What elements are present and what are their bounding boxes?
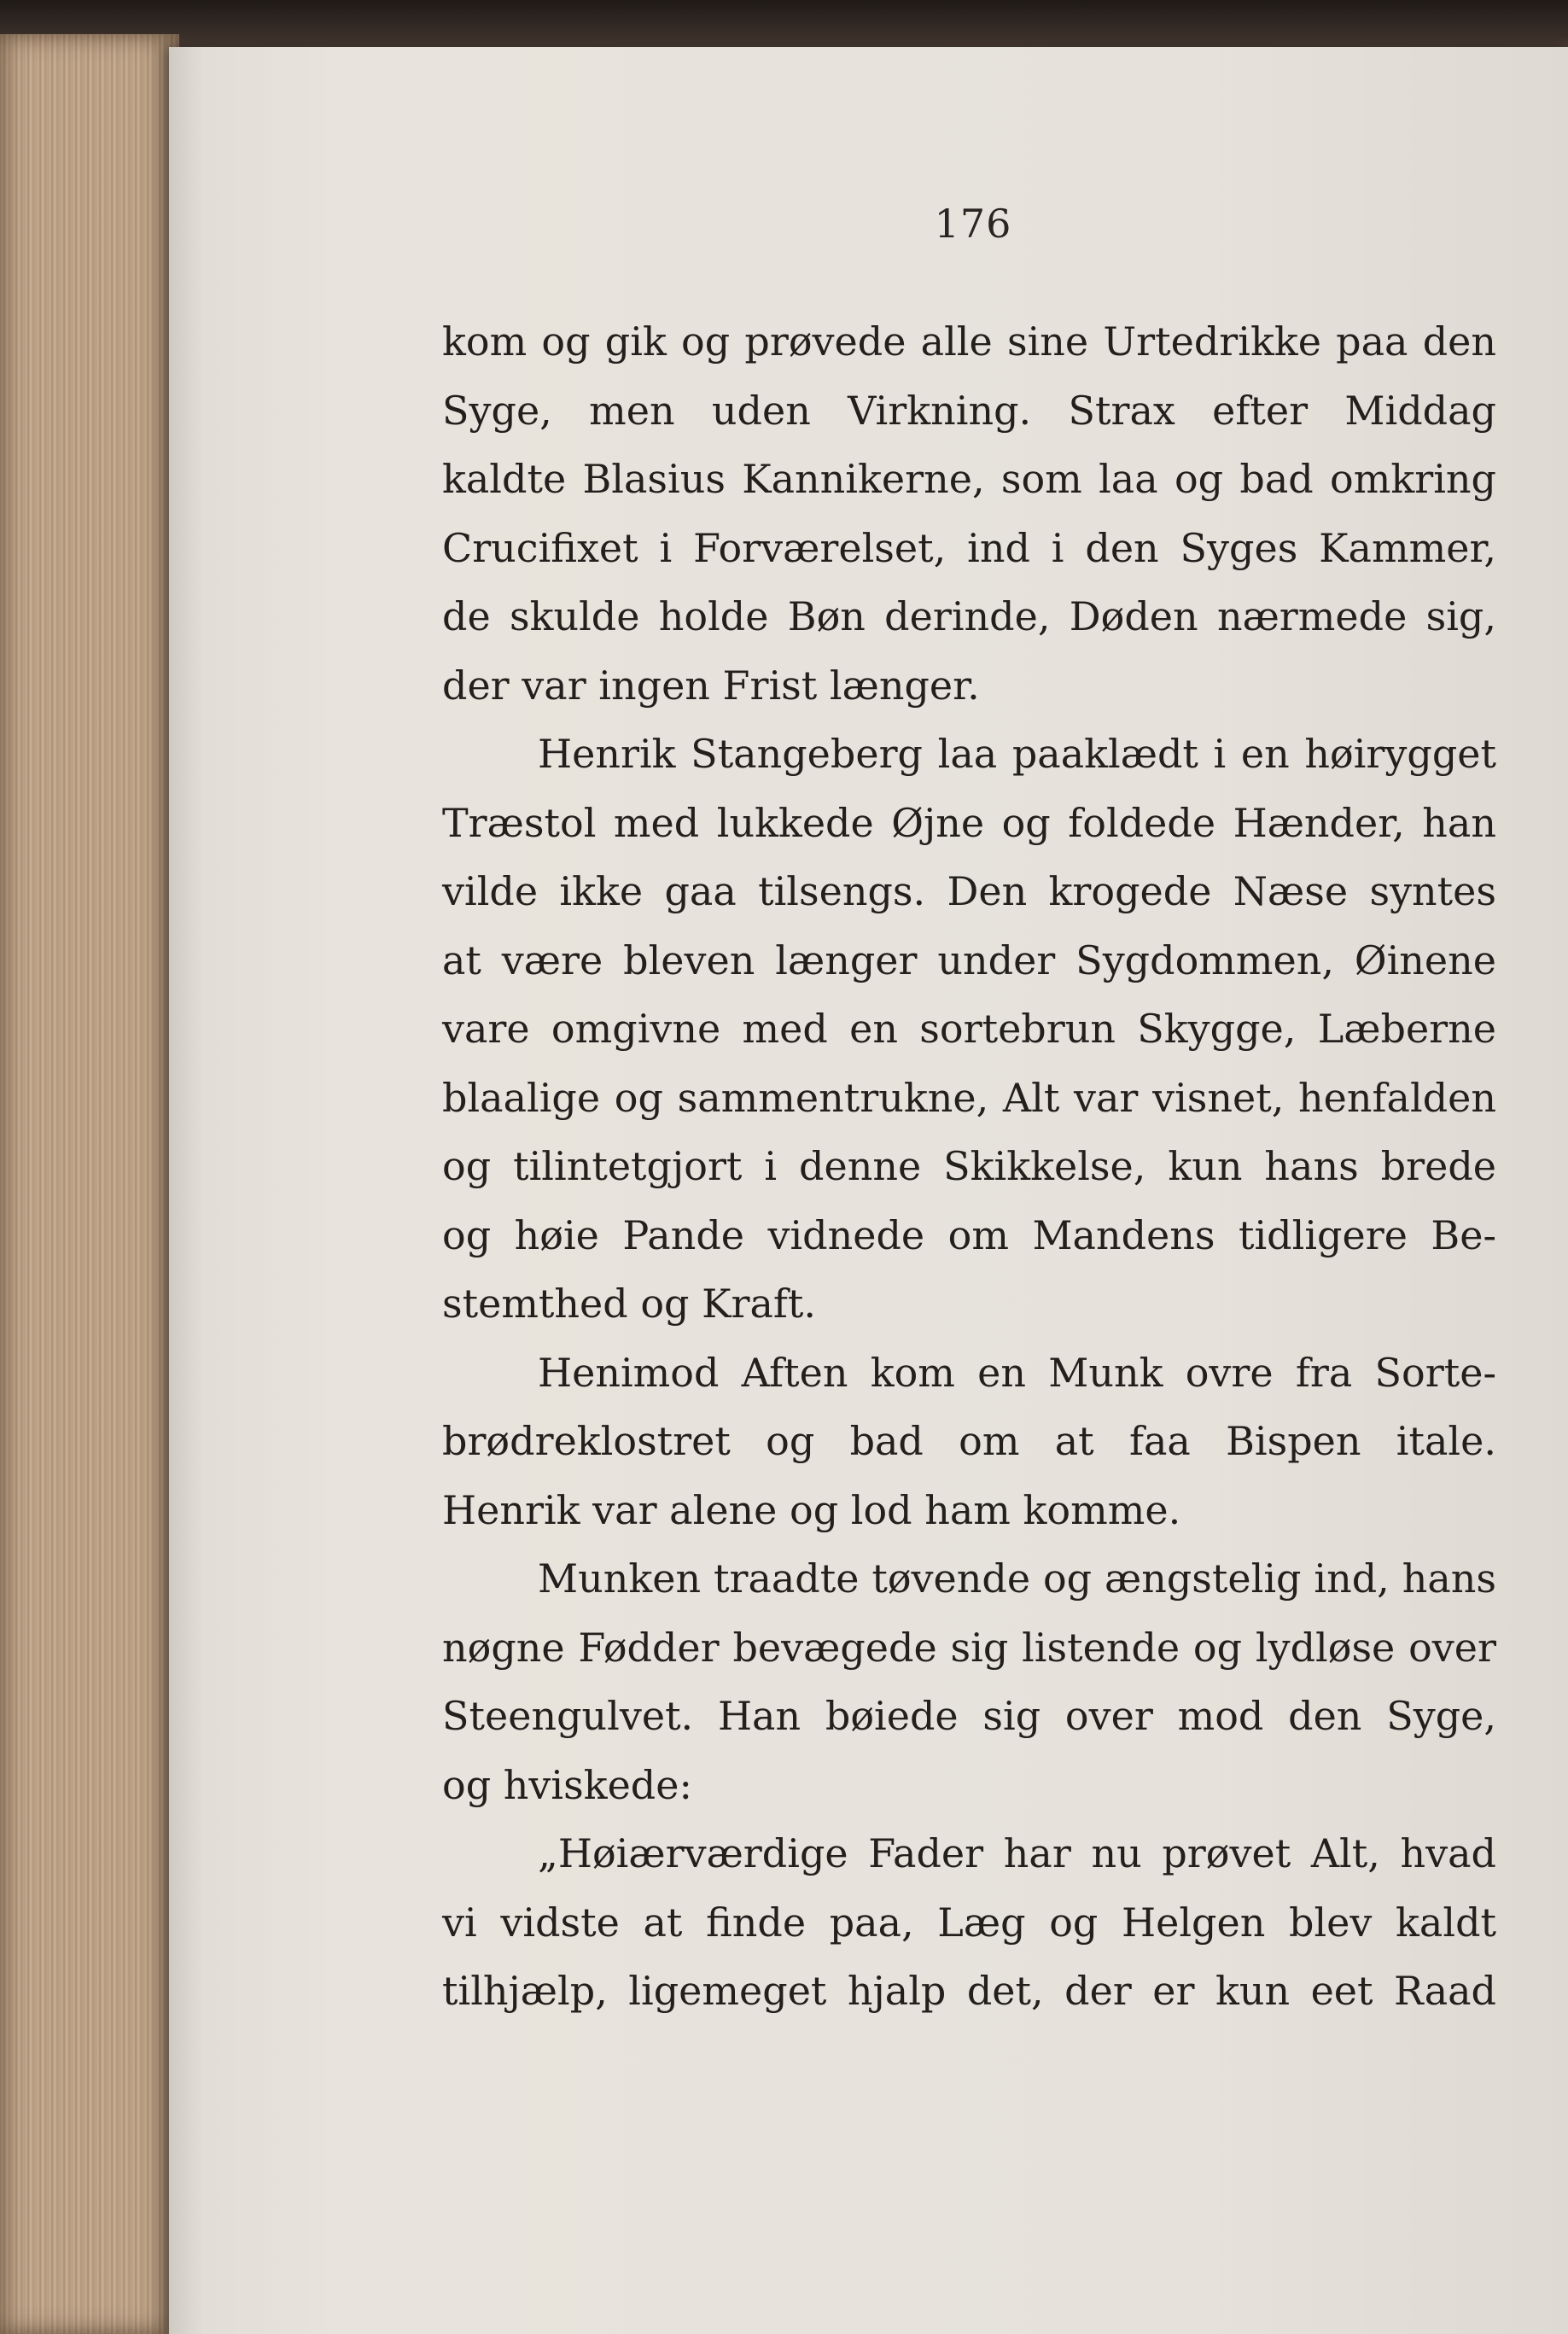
text-line: kaldte Blasius Kannikerne, som laa og bad omkring: [442, 456, 1496, 502]
text-line: tilhjælp, ligemeget hjalp det, der er kun eet Raad: [442, 1968, 1496, 2014]
text-line: der var ingen Frist længer.: [442, 662, 980, 709]
text-line: og høie Pande vidnede om Mandens tidligere Be-: [442, 1211, 1496, 1258]
text-line: og tilintetgjort i denne Skikkelse, kun hans brede: [442, 1143, 1496, 1189]
text-line: og hviskede:: [442, 1761, 692, 1808]
text-line: de skulde holde Bøn derinde, Døden nærmede sig,: [442, 593, 1496, 639]
text-line: vi vidste at finde paa, Læg og Helgen blev kaldt: [442, 1899, 1496, 1946]
text-line: nøgne Fødder bevægede sig listende og lydløse over: [442, 1624, 1496, 1671]
text-line: kom og gik og prøvede alle sine Urtedrikke paa den: [442, 318, 1496, 365]
text-line: Træstol med lukkede Øjne og foldede Hænder, han: [442, 799, 1496, 846]
text-line: vare omgivne med en sortebrun Skygge, Læberne: [442, 1006, 1496, 1052]
text-line: Crucifixet i Forværelset, ind i den Syges Kammer,: [442, 524, 1496, 571]
text-line: Henimod Aften kom en Munk ovre fra Sorte-: [538, 1349, 1496, 1396]
text-line: vilde ikke gaa tilsengs. Den krogede Næse syntes: [442, 868, 1496, 914]
text-line: „Høiærværdige Fader har nu prøvet Alt, hvad: [538, 1830, 1496, 1876]
text-line: blaalige og sammentrukne, Alt var visnet, henfalden: [442, 1074, 1496, 1121]
page-edges: [0, 34, 179, 2334]
text-line: Henrik var alene og lod ham komme.: [442, 1486, 1181, 1533]
text-line: at være bleven længer under Sygdommen, Øinene: [442, 937, 1496, 983]
text-line: Henrik Stangeberg laa paaklædt i en høirygget: [538, 731, 1496, 777]
text-line: Steengulvet. Han bøiede sig over mod den Syge,: [442, 1693, 1496, 1739]
text-line: Munken traadte tøvende og ængstelig ind, hans: [538, 1555, 1496, 1602]
text-line: stemthed og Kraft.: [442, 1281, 817, 1327]
page-number: 176: [934, 201, 1012, 247]
body-text: [442, 307, 1496, 2026]
text-line: brødreklostret og bad om at faa Bispen itale.: [442, 1418, 1496, 1464]
text-line: Syge, men uden Virkning. Strax efter Middag: [442, 387, 1496, 434]
